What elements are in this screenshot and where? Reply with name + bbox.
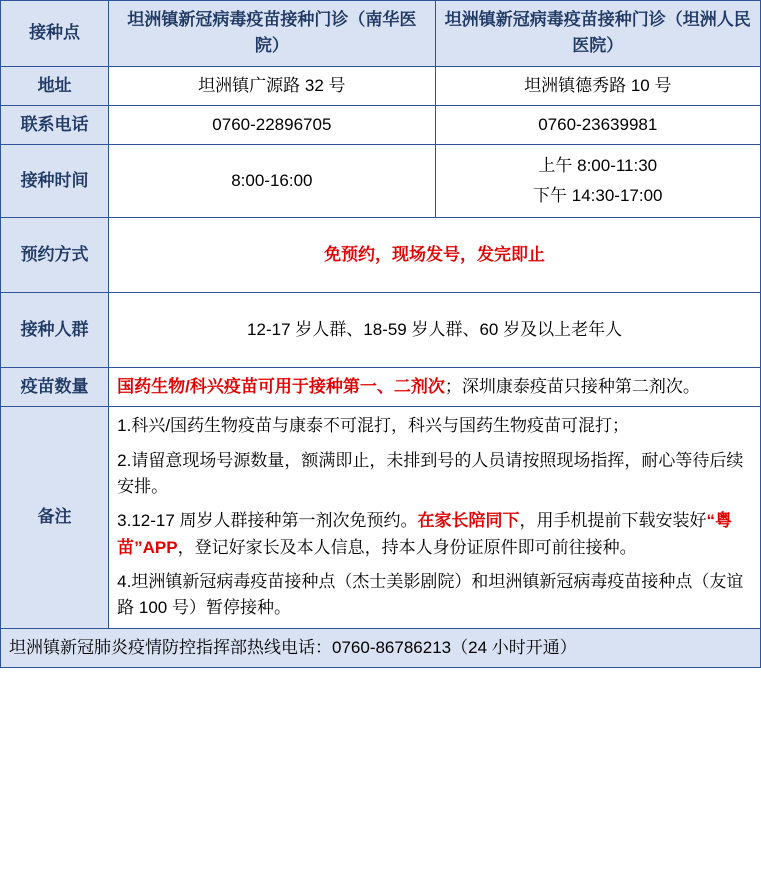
hours-site-b-afternoon: 下午 14:30-17:00 bbox=[533, 186, 663, 206]
hours-site-b bbox=[435, 145, 760, 218]
remark-item-3-prefix: 3.12-17 周岁人群接种第一剂次免预约。 bbox=[117, 511, 418, 531]
row-label-hours: 接种时间 bbox=[1, 145, 109, 218]
row-label-address: 地址 bbox=[1, 66, 109, 105]
vaccine-amount-highlight: 国药生物/科兴疫苗可用于接种第一、二剂次 bbox=[117, 376, 445, 396]
row-label-phone: 联系电话 bbox=[1, 106, 109, 145]
table-row-address bbox=[1, 66, 761, 105]
table-row-hotline bbox=[1, 628, 761, 667]
remark-item-3-highlight-app: “粤苗”APP bbox=[117, 511, 733, 557]
row-label-vaccine-amount: 疫苗数量 bbox=[1, 367, 109, 406]
hotline-text: 坦洲镇新冠肺炎疫情防控指挥部热线电话：0760-86786213（24 小时开通） bbox=[1, 628, 761, 667]
appointment-highlight: 免预约，现场发号，发完即止 bbox=[324, 244, 546, 264]
remark-item-2: 2.请留意现场号源数量，额满即止，未排到号的人员请按照现场指挥，耐心等待后续安排。 bbox=[117, 450, 744, 496]
phone-site-a: 0760-22896705 bbox=[109, 106, 435, 145]
address-site-b: 坦洲镇德秀路 10 号 bbox=[435, 66, 760, 105]
row-label-population: 接种人群 bbox=[1, 292, 109, 367]
phone-site-b: 0760-23639981 bbox=[435, 106, 760, 145]
remark-item-4: 4.坦洲镇新冠病毒疫苗接种点（杰士美影剧院）和坦洲镇新冠病毒疫苗接种点（友谊路 100 号）暂停接种。 bbox=[117, 571, 744, 618]
row-label-remarks: 备注 bbox=[1, 407, 109, 628]
table-row-phone bbox=[1, 106, 761, 145]
appointment-value bbox=[109, 217, 761, 292]
remark-item-1: 1.科兴/国药生物疫苗与康泰不可混打，科兴与国药生物疫苗可混打； bbox=[117, 416, 630, 436]
remark-item-3-middle: ，用手机提前下载安装好 bbox=[519, 511, 707, 531]
remark-item-3-highlight-guardian: 在家长陪同下 bbox=[417, 511, 520, 531]
header-label-cell: 接种点 bbox=[1, 1, 109, 67]
population-value: 12-17 岁人群、18-59 岁人群、60 岁及以上老年人 bbox=[109, 292, 761, 367]
header-site-a-cell: 坦洲镇新冠病毒疫苗接种门诊（南华医院） bbox=[109, 1, 435, 67]
remarks-content bbox=[109, 407, 761, 628]
vaccine-amount-rest: ；深圳康泰疫苗只接种第二剂次。 bbox=[444, 376, 700, 396]
remark-item-3 bbox=[117, 508, 752, 561]
header-site-b-cell: 坦洲镇新冠病毒疫苗接种门诊（坦洲人民医院） bbox=[435, 1, 760, 67]
remark-item-3-suffix: ，登记好家长及本人信息，持本人身份证原件即可前往接种。 bbox=[177, 537, 637, 557]
table-row-population bbox=[1, 292, 761, 367]
hours-site-b-morning: 上午 8:00-11:30 bbox=[538, 156, 658, 176]
table-row-remarks bbox=[1, 407, 761, 628]
hours-site-a: 8:00-16:00 bbox=[109, 145, 435, 218]
vaccine-amount-value bbox=[109, 367, 761, 406]
address-site-a: 坦洲镇广源路 32 号 bbox=[109, 66, 435, 105]
table-header-row bbox=[1, 1, 761, 67]
table-row-vaccine-amount bbox=[1, 367, 761, 406]
table-row-hours bbox=[1, 145, 761, 218]
table-row-appointment bbox=[1, 217, 761, 292]
row-label-appointment: 预约方式 bbox=[1, 217, 109, 292]
